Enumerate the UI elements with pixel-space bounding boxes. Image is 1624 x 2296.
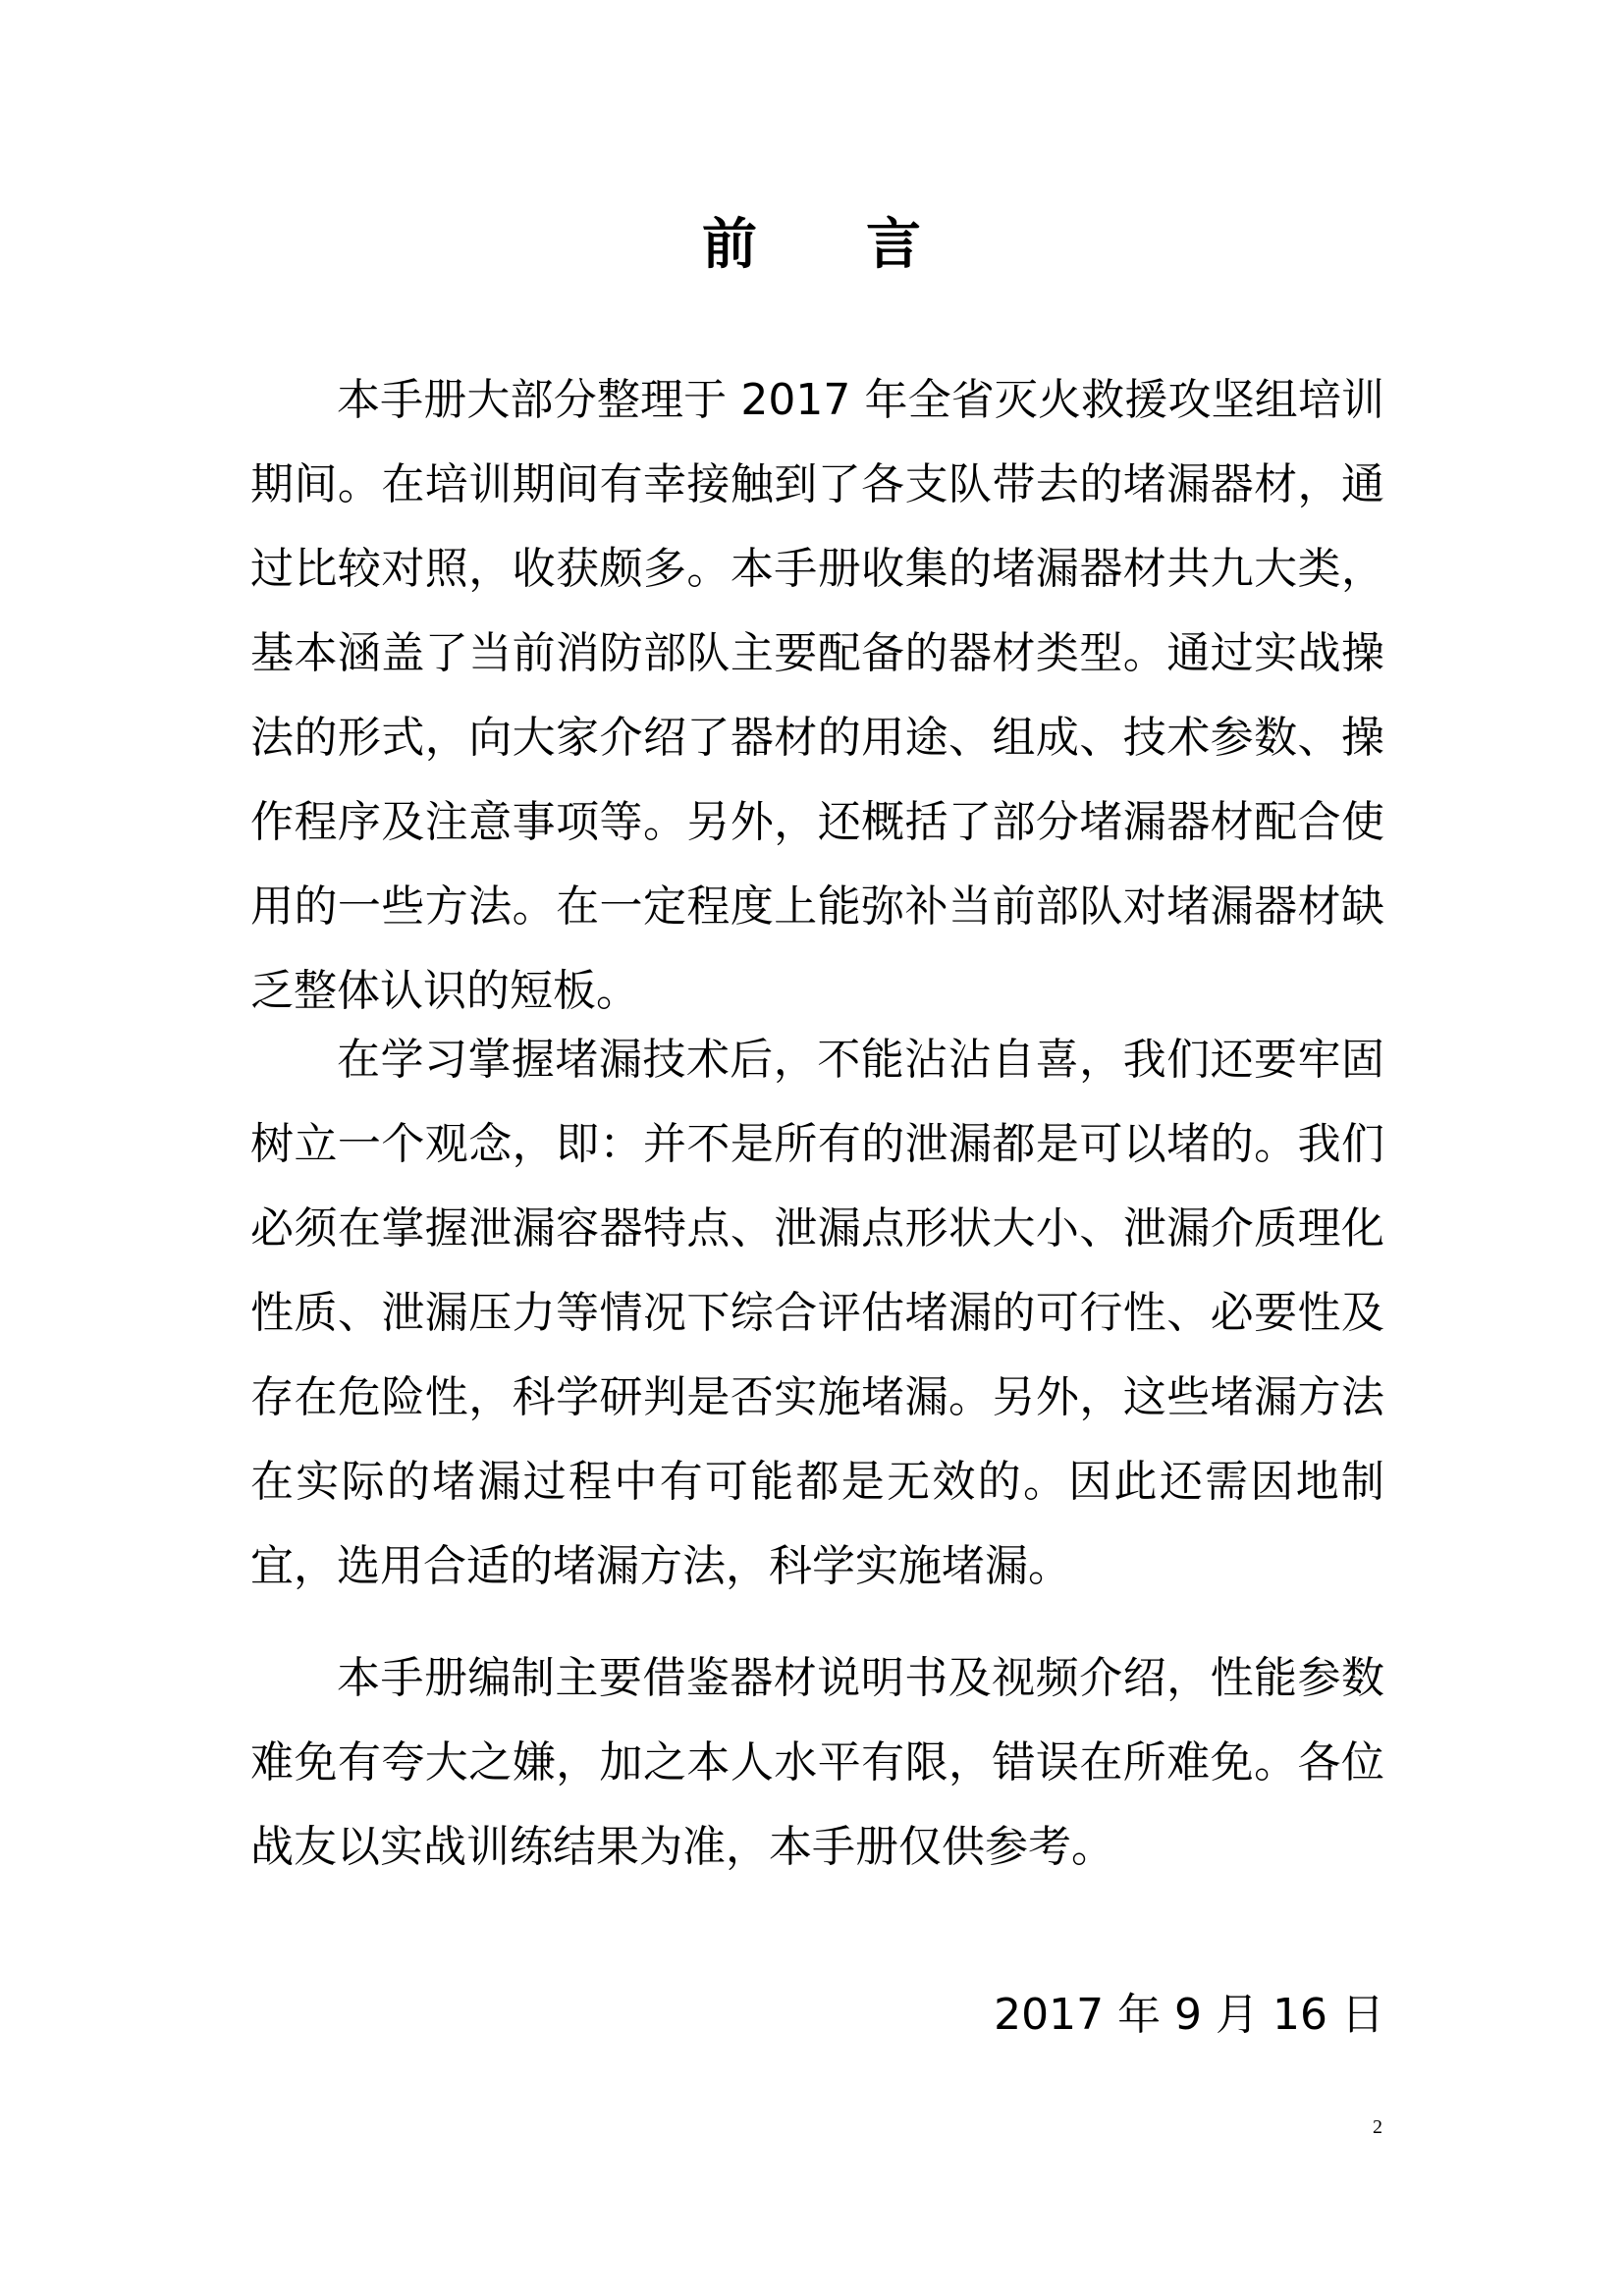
text-line: 基本涵盖了当前消防部队主要配备的器材类型。通过实战操 bbox=[250, 628, 1384, 678]
text-line: 用的一些方法。在一定程度上能弥补当前部队对堵漏器材缺 bbox=[250, 881, 1384, 932]
text-line: 在实际的堵漏过程中有可能都是无效的。因此还需因地制 bbox=[250, 1457, 1384, 1507]
text-line: 难免有夸大之嫌，加之本人水平有限，错误在所难免。各位 bbox=[250, 1737, 1384, 1788]
page-title bbox=[0, 201, 1624, 280]
text-line: 本手册大部分整理于 2017 年全省灭火救援攻坚组培训 bbox=[337, 375, 1384, 425]
text-line: 战友以实战训练结果为准，本手册仅供参考。 bbox=[250, 1822, 1114, 1872]
text-line: 过比较对照，收获颇多。本手册收集的堵漏器材共九大类， bbox=[250, 544, 1384, 594]
paragraph-1 bbox=[250, 358, 1384, 1034]
text-line: 期间。在培训期间有幸接触到了各支队带去的堵漏器材，通 bbox=[250, 459, 1384, 509]
text-line: 性质、泄漏压力等情况下综合评估堵漏的可行性、必要性及 bbox=[250, 1288, 1384, 1338]
text-line: 本手册编制主要借鉴器材说明书及视频介绍，性能参数 bbox=[337, 1653, 1384, 1703]
text-line: 存在危险性，科学研判是否实施堵漏。另外，这些堵漏方法 bbox=[250, 1372, 1384, 1422]
page-number: 2 bbox=[1373, 2116, 1382, 2138]
text-line: 在学习掌握堵漏技术后，不能沾沾自喜，我们还要牢固 bbox=[337, 1035, 1384, 1085]
text-line: 乏整体认识的短板。 bbox=[250, 966, 639, 1016]
text-line: 作程序及注意事项等。另外，还概括了部分堵漏器材配合使 bbox=[250, 797, 1384, 847]
text-line: 树立一个观念，即：并不是所有的泄漏都是可以堵的。我们 bbox=[250, 1119, 1384, 1169]
paragraph-2 bbox=[250, 1018, 1384, 1609]
text-line: 必须在掌握泄漏容器特点、泄漏点形状大小、泄漏介质理化 bbox=[250, 1203, 1384, 1254]
title-char-1: 前 bbox=[702, 213, 758, 277]
text-line: 法的形式，向大家介绍了器材的用途、组成、技术参数、操 bbox=[250, 713, 1384, 763]
document-date: 2017 年 9 月 16 日 bbox=[994, 1990, 1384, 2040]
paragraph-3 bbox=[250, 1636, 1384, 1890]
text-line: 宜，选用合适的堵漏方法，科学实施堵漏。 bbox=[250, 1541, 1071, 1591]
title-char-2: 言 bbox=[866, 213, 922, 277]
